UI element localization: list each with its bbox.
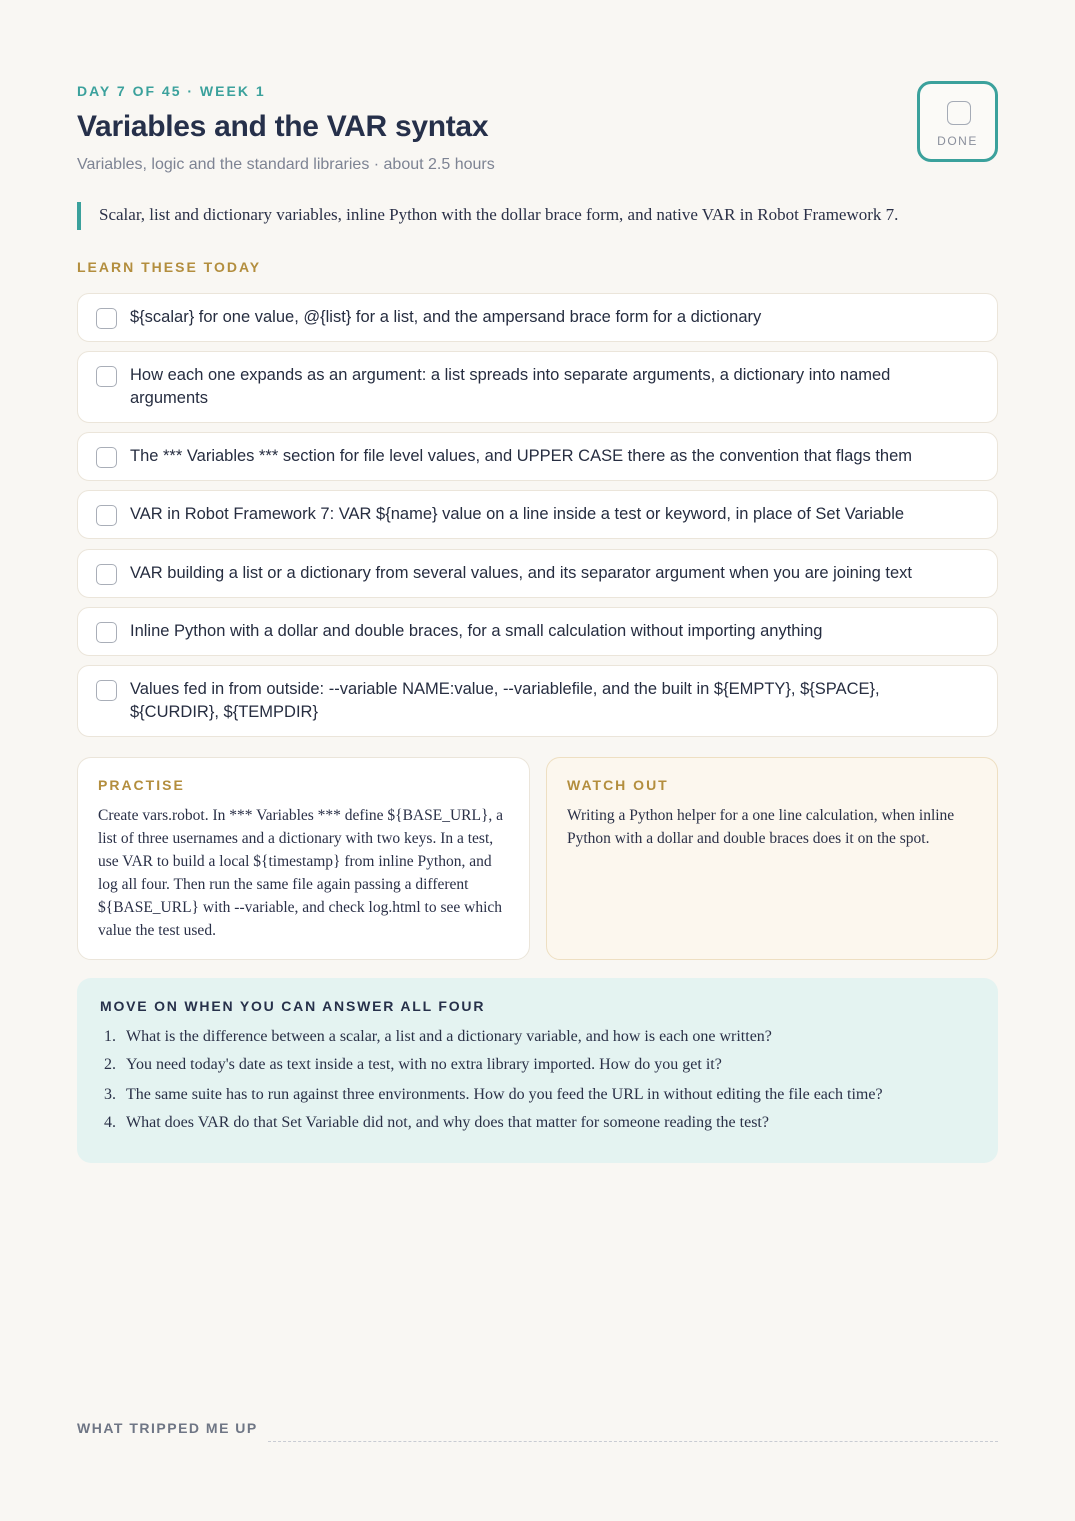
question-number: 4.: [104, 1114, 116, 1131]
checklist-item-text: Inline Python with a dollar and double braces, for a small calculation without importing anything: [130, 622, 823, 640]
page-title: Variables and the VAR syntax: [77, 110, 489, 143]
checklist-item[interactable]: [77, 607, 998, 656]
done-toggle[interactable]: [917, 81, 998, 162]
checklist-item-text: How each one expands as an argument: a list spreads into separate arguments, a dictionary into named arguments: [130, 366, 891, 407]
question-text: You need today's date as text inside a test, with no extra library imported. How do you get it?: [126, 1056, 722, 1073]
question-text: What is the difference between a scalar, a list and a dictionary variable, and how is each one written?: [126, 1028, 772, 1045]
questions-title: MOVE ON WHEN YOU CAN ANSWER ALL FOUR: [100, 998, 486, 1014]
done-checkbox-icon[interactable]: [947, 101, 971, 125]
checklist-item[interactable]: [77, 293, 998, 342]
question-number: 3.: [104, 1086, 116, 1103]
checkbox-icon[interactable]: [96, 447, 117, 468]
checkbox-icon[interactable]: [96, 564, 117, 585]
notes-line[interactable]: [268, 1441, 998, 1442]
watch-out-card: [546, 757, 998, 960]
checklist-item[interactable]: [77, 549, 998, 598]
checklist-item-text: VAR building a list or a dictionary from several values, and its separator argument when you are joining text: [130, 564, 913, 582]
checkbox-icon[interactable]: [96, 680, 117, 701]
checkbox-icon[interactable]: [96, 505, 117, 526]
checkpoint-questions: [77, 978, 998, 1163]
question-item: [104, 1112, 984, 1134]
page-subtitle: Variables, logic and the standard libraries · about 2.5 hours: [77, 156, 495, 173]
checkbox-icon[interactable]: [96, 308, 117, 329]
question-item: [104, 1084, 984, 1106]
checklist-item-text: Values fed in from outside: --variable NAME:value, --variablefile, and the built in ${EMPTY}, ${SPACE}, ${CURDIR}, ${TEMPDIR}: [130, 680, 880, 721]
checklist-item-text: ${scalar} for one value, @{list} for a list, and the ampersand brace form for a dictionary: [130, 308, 762, 326]
question-number: 2.: [104, 1056, 116, 1073]
learn-section-label: LEARN THESE TODAY: [77, 259, 262, 275]
day-eyebrow: DAY 7 OF 45 · WEEK 1: [77, 83, 266, 99]
watch-out-body: Writing a Python helper for a one line calculation, when inline Python with a dollar and double braces does it on the spot.: [567, 807, 955, 847]
checklist-item[interactable]: [77, 490, 998, 539]
watch-out-title: WATCH OUT: [567, 777, 669, 793]
question-text: The same suite has to run against three environments. How do you feed the URL in without editing the file each time?: [126, 1086, 883, 1103]
tripped-up-label: WHAT TRIPPED ME UP: [77, 1420, 258, 1436]
practise-body: Create vars.robot. In *** Variables *** define ${BASE_URL}, a list of three usernames and a dictionary with two keys. In a test, use VAR to build a local ${timestamp} from inline Python, and log all four. Then run the same file again passing a different ${BASE_URL} with --variable, and check log.html to see which value the test used.: [98, 807, 504, 939]
checklist-item[interactable]: [77, 432, 998, 481]
lesson-summary: Scalar, list and dictionary variables, inline Python with the dollar brace form, and native VAR in Robot Framework 7.: [77, 202, 998, 230]
checklist-item[interactable]: [77, 351, 998, 423]
practise-title: PRACTISE: [98, 777, 185, 793]
checklist-item-text: VAR in Robot Framework 7: VAR ${name} value on a line inside a test or keyword, in place of Set Variable: [130, 505, 905, 523]
question-text: What does VAR do that Set Variable did not, and why does that matter for someone reading the test?: [126, 1114, 769, 1131]
checklist-item-text: The *** Variables *** section for file level values, and UPPER CASE there as the convention that flags them: [130, 447, 913, 465]
question-item: [104, 1026, 984, 1048]
question-number: 1.: [104, 1028, 116, 1045]
checkbox-icon[interactable]: [96, 366, 117, 387]
question-item: [104, 1054, 984, 1076]
checkbox-icon[interactable]: [96, 622, 117, 643]
checklist-item[interactable]: [77, 665, 998, 737]
done-label: DONE: [937, 134, 978, 148]
practise-card: [77, 757, 530, 960]
